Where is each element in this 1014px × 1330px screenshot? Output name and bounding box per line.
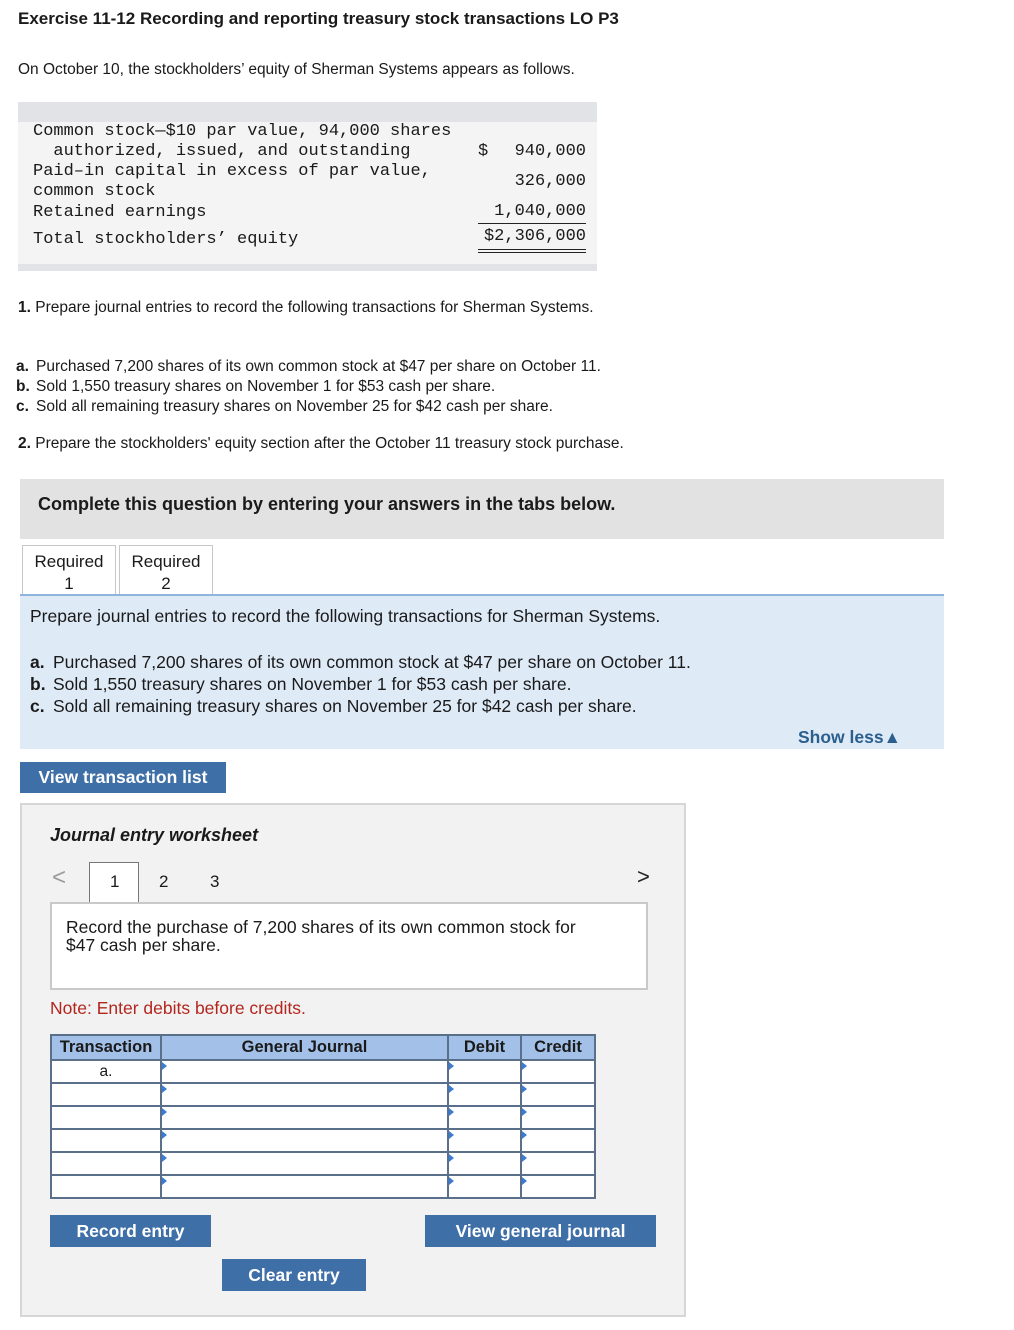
question-2-text: Prepare the stockholders' equity section after the October 11 treasury stock purchase. [35,435,624,452]
equity-amount: 1,040,000 [494,202,586,221]
credit-input[interactable] [521,1175,595,1198]
debit-input[interactable] [448,1060,521,1083]
account-input[interactable] [161,1152,448,1175]
transaction-list [16,357,601,417]
debit-input[interactable] [448,1175,521,1198]
equity-bottom-band [18,264,597,271]
item-letter: a. [16,358,29,375]
table-row [51,1152,595,1175]
view-general-journal-button[interactable]: View general journal [425,1215,656,1247]
item-text: Sold 1,550 treasury shares on November 1 for $53 cash per share. [36,378,496,395]
transaction-cell [51,1083,161,1106]
subtotal-rule [478,223,586,224]
item-text: Sold 1,550 treasury shares on November 1 for $53 cash per share. [53,674,572,694]
list-item [16,397,601,417]
note-text: Note: Enter debits before credits. [50,998,306,1018]
table-row [51,1175,595,1198]
item-letter: b. [30,674,46,694]
transaction-cell: a. [51,1060,161,1083]
transaction-cell [51,1106,161,1129]
list-item [16,357,601,377]
record-entry-button[interactable]: Record entry [50,1215,211,1247]
tab-number: 2 [161,574,171,593]
item-letter: a. [30,652,45,672]
item-text: Purchased 7,200 shares of its own common stock at $47 per share on October 11. [53,652,691,672]
account-input[interactable] [161,1083,448,1106]
account-input[interactable] [161,1129,448,1152]
instructions-list [30,651,691,717]
question-number: 1. [18,299,31,316]
credit-input[interactable] [521,1129,595,1152]
equity-amount: 326,000 [514,172,586,191]
table-row [51,1129,595,1152]
column-header-general-journal: General Journal [161,1035,448,1060]
clear-entry-button[interactable]: Clear entry [222,1259,366,1291]
credit-input[interactable] [521,1083,595,1106]
debit-input[interactable] [448,1129,521,1152]
table-row [51,1083,595,1106]
list-item [16,377,601,397]
column-header-debit: Debit [448,1035,521,1060]
show-less-link[interactable]: Show less▲ [798,727,901,747]
account-input[interactable] [161,1175,448,1198]
journal-table [50,1034,596,1199]
item-text: Purchased 7,200 shares of its own common stock at $47 per share on October 11. [36,358,601,375]
equity-top-band [18,102,597,122]
item-letter: c. [30,696,45,716]
question-2 [18,435,624,453]
equity-dollar-sign: $ [478,142,489,161]
instructions-lead: Prepare journal entries to record the following transactions for Sherman Systems. [30,606,661,626]
transaction-cell [51,1152,161,1175]
complete-banner-text: Complete this question by entering your answers in the tabs below. [38,494,616,514]
equity-row-label: Paid–in capital in excess of par value, [33,162,431,181]
record-description [50,902,648,990]
page-1-tab[interactable]: 1 [89,862,139,902]
item-text: Sold all remaining treasury shares on November 25 for $42 cash per share. [36,398,553,415]
table-row [51,1060,595,1083]
column-header-credit: Credit [521,1035,595,1060]
credit-input[interactable] [521,1106,595,1129]
debit-input[interactable] [448,1083,521,1106]
equity-amount: 940,000 [514,142,586,161]
transaction-cell [51,1175,161,1198]
tab-required-2[interactable] [119,545,213,595]
credit-input[interactable] [521,1060,595,1083]
intro-text: On October 10, the stockholders’ equity of Sherman Systems appears as follows. [18,61,575,78]
equity-row-label: Common stock—$10 par value, 94,000 shares [33,122,452,141]
record-description-text: Record the purchase of 7,200 shares of its own common stock for $47 cash per share. [66,917,576,955]
tab-label: Required [131,552,201,571]
item-letter: b. [16,378,30,395]
question-1 [18,299,594,317]
chevron-left-icon[interactable]: < [52,864,67,891]
list-item [30,673,691,695]
tab-required-1[interactable] [22,545,116,595]
list-item [30,695,691,717]
tab-number: 1 [64,574,74,593]
account-input[interactable] [161,1060,448,1083]
credit-input[interactable] [521,1152,595,1175]
column-header-transaction: Transaction [51,1035,161,1060]
page-3-tab[interactable]: 3 [210,872,220,891]
item-letter: c. [16,398,29,415]
debit-input[interactable] [448,1152,521,1175]
equity-total: $2,306,000 [483,227,586,246]
list-item [30,651,691,673]
equity-row-label: authorized, issued, and outstanding [33,142,411,161]
question-number: 2. [18,435,31,452]
transaction-cell [51,1129,161,1152]
chevron-right-icon[interactable]: > [637,864,650,889]
table-row [51,1106,595,1129]
page-2-tab[interactable]: 2 [159,872,169,891]
complete-banner [20,479,944,539]
tab-label: Required [34,552,104,571]
view-transaction-list-button[interactable]: View transaction list [20,762,226,793]
page-title: Exercise 11-12 Recording and reporting treasury stock transactions LO P3 [18,9,619,28]
worksheet-title: Journal entry worksheet [50,825,259,845]
equity-row-label: Total stockholders’ equity [33,230,299,249]
account-input[interactable] [161,1106,448,1129]
debit-input[interactable] [448,1106,521,1129]
equity-table [18,102,597,271]
equity-row-label: Retained earnings [33,203,207,222]
equity-row-label: common stock [33,182,156,201]
item-text: Sold all remaining treasury shares on November 25 for $42 cash per share. [53,696,637,716]
total-double-rule [478,249,586,253]
question-1-text: Prepare journal entries to record the following transactions for Sherman Systems. [35,299,594,316]
